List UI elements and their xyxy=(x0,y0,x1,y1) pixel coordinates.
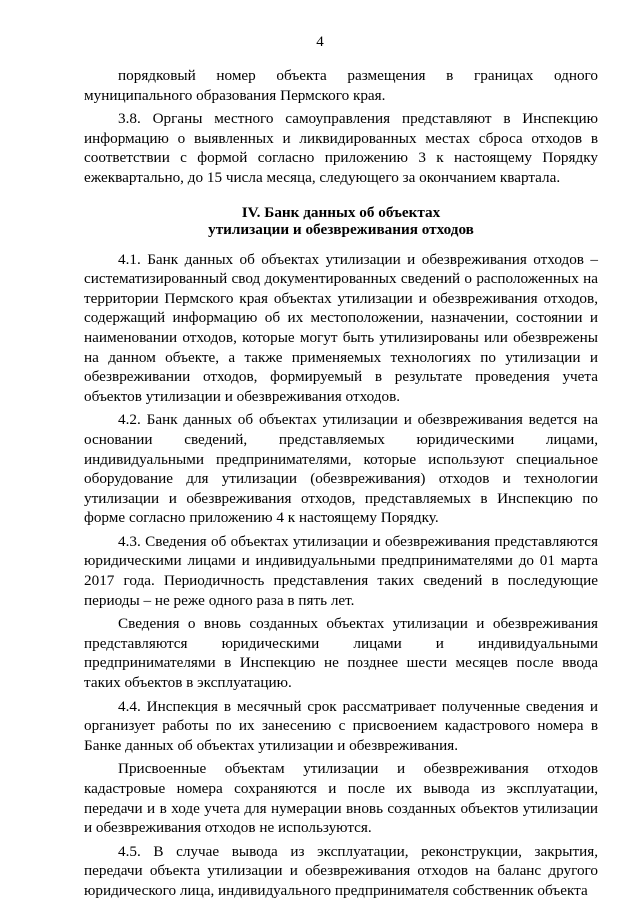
section-heading-line-1: IV. Банк данных об объектах xyxy=(241,203,441,221)
section-heading xyxy=(84,204,598,238)
paragraph-4-3: 4.3. Сведения об объектах утилизации и обезвреживания представляются юридическими лицами и индивидуальными предпринимателями до 01 марта 2017 года. Периодичность представления таких сведений в последующие периоды – не реже одного раза в пять лет. xyxy=(84,532,598,609)
paragraph-4-2: 4.2. Банк данных об объектах утилизации и обезвреживания ведется на основании сведений, представляемых юридическими лицами, индивидуальными предпринимателями, которые используют специальное оборудование для утилизации (обезвреживания) отходов и технологии утилизации и обезвреживания отходов, представляемых в Инспекцию по форме согласно приложению 4 к настоящему Порядку. xyxy=(84,411,598,527)
paragraph-3-8: 3.8. Органы местного самоуправления представляют в Инспекцию информацию о выявленных и ликвидированных местах сброса отходов в соответствии с формой согласно приложению 3 к настоящему Порядку ежеквартально, до 15 числа месяца, следующего за окончанием квартала. xyxy=(84,110,598,186)
document-body xyxy=(84,66,598,901)
paragraph-4-1: 4.1. Банк данных об объектах утилизации и обезвреживания отходов – систематизированный свод документированных сведений о расположенных на территории Пермского края объектах утилизации и обезвреживания отходов, содержащий информацию об их местоположении, назначении, состоянии и наименовании отходов, которые могут быть утилизированы или обезврежены на данном объекте, а также применяемых технологиях по утилизации и обезвреживании отходов, формируемый в результате проведения учета объектов утилизации и обезвреживания отходов. xyxy=(84,250,598,405)
paragraph-new-objects: Сведения о вновь созданных объектах утилизации и обезвреживания представляются юридическими лицами и индивидуальными предпринимателями в Инспекцию не позднее шести месяцев после ввода таких объектов в эксплуатацию. xyxy=(84,615,598,692)
paragraph-4-4: 4.4. Инспекция в месячный срок рассматривает полученные сведения и организует работы по их занесению с присвоением кадастрового номера в Банке данных об объектах утилизации и обезвреживания. xyxy=(84,697,598,754)
paragraph-4-5: 4.5. В случае вывода из эксплуатации, реконструкции, закрытия, передачи объекта утилизации и обезвреживания отходов на баланс другого юридического лица, индивидуального предпринимателя собственник объекта xyxy=(84,842,598,899)
paragraph-continuation: порядковый номер объекта размещения в границах одного муниципального образования Пермского края. xyxy=(84,67,598,104)
page-number: 4 xyxy=(316,34,324,50)
section-heading-line-2: утилизации и обезвреживания отходов xyxy=(208,220,474,238)
paragraph-cadastral-numbers: Присвоенные объектам утилизации и обезвреживания отходов кадастровые номера сохраняются и после их вывода из эксплуатации, передачи и в ходе учета для нумерации вновь созданных объектов утилизации и обезвреживания отходов не используются. xyxy=(84,760,598,837)
